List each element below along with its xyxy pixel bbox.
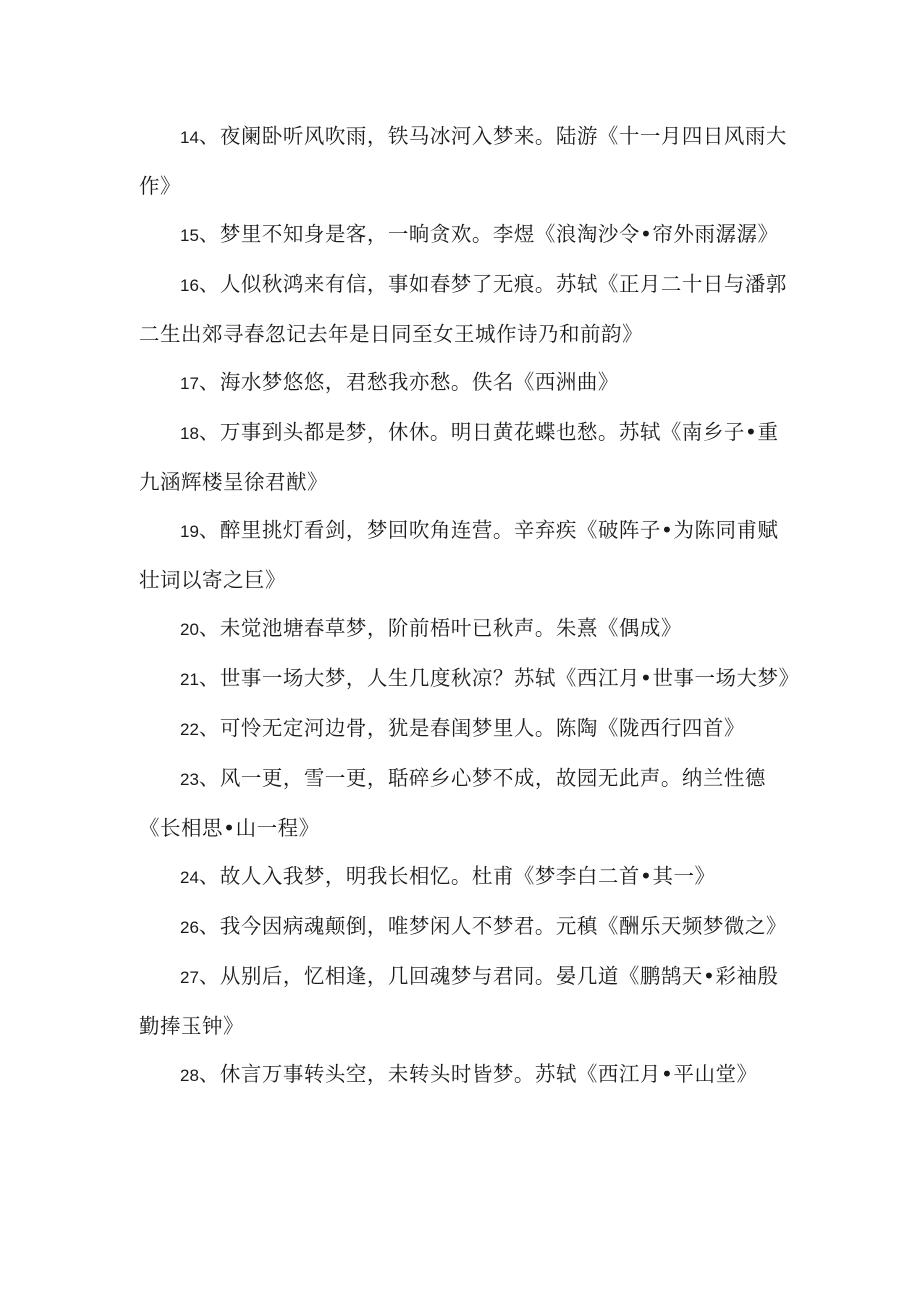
entry-18	[139, 408, 792, 506]
entry-number: 22	[180, 720, 199, 739]
entry-text: 、风一更，雪一更，聒碎乡心梦不成，故园无此声。纳兰性德《长相思•山一程》	[139, 766, 766, 840]
entry-text: 、我今因病魂颠倒，唯梦闲人不梦君。元稹《酬乐天频梦微之》	[198, 914, 787, 938]
entry-number: 21	[180, 670, 199, 689]
entry-number: 19	[180, 522, 199, 541]
entry-21	[139, 654, 800, 704]
entry-27	[139, 952, 792, 1050]
entry-text: 、休言万事转头空，未转头时皆梦。苏轼《西江月•平山堂》	[198, 1062, 758, 1086]
entry-number: 16	[180, 276, 199, 295]
entry-text: 、夜阑卧听风吹雨，铁马冰河入梦来。陆游《十一月四日风雨大作》	[139, 124, 787, 198]
entry-15	[139, 210, 792, 260]
entry-text: 、从别后，忆相逢，几回魂梦与君同。晏几道《鹏鹄天•彩袖殷勤捧玉钟》	[139, 964, 779, 1038]
entry-23	[139, 754, 792, 852]
entry-number: 28	[180, 1066, 199, 1085]
entry-number: 14	[180, 128, 199, 147]
entry-number: 18	[180, 424, 199, 443]
entry-28	[139, 1050, 792, 1100]
entry-number: 24	[180, 868, 199, 887]
entry-number: 27	[180, 968, 199, 987]
entry-text: 、世事一场大梦，人生几度秋凉？苏轼《西江月•世事一场大梦》	[198, 666, 800, 690]
entry-text: 、未觉池塘春草梦，阶前梧叶已秋声。朱熹《偶成》	[198, 616, 682, 640]
entry-24	[139, 852, 792, 902]
entry-number: 15	[180, 226, 199, 245]
entry-26	[139, 902, 792, 952]
entry-text: 、万事到头都是梦，休休。明日黄花蝶也愁。苏轼《南乡子•重九涵辉楼呈徐君猷》	[139, 420, 779, 494]
entry-14	[139, 112, 792, 210]
entry-22	[139, 704, 792, 754]
entry-number: 20	[180, 620, 199, 639]
entry-text: 、醉里挑灯看剑，梦回吹角连营。辛弃疾《破阵子•为陈同甫赋壮词以寄之巨》	[139, 518, 779, 592]
entry-text: 、可怜无定河边骨，犹是春闺梦里人。陈陶《陇西行四首》	[198, 716, 745, 740]
entry-17	[139, 358, 792, 408]
entry-text: 、故人入我梦，明我长相忆。杜甫《梦李白二首•其一》	[198, 864, 716, 888]
entry-number: 17	[180, 374, 199, 393]
entry-20	[139, 604, 792, 654]
entry-text: 、海水梦悠悠，君愁我亦愁。佚名《西洲曲》	[198, 370, 619, 394]
entry-text: 、梦里不知身是客，一晌贪欢。李煜《浪淘沙令•帘外雨潺潺》	[198, 222, 779, 246]
entry-19	[139, 506, 792, 604]
entry-number: 26	[180, 918, 199, 937]
entry-text: 、人似秋鸿来有信，事如春梦了无痕。苏轼《正月二十日与潘郭二生出郊寻春忽记去年是日同至女王城作诗乃和前韵》	[139, 272, 787, 346]
entry-16	[139, 260, 792, 358]
entry-number: 23	[180, 770, 199, 789]
